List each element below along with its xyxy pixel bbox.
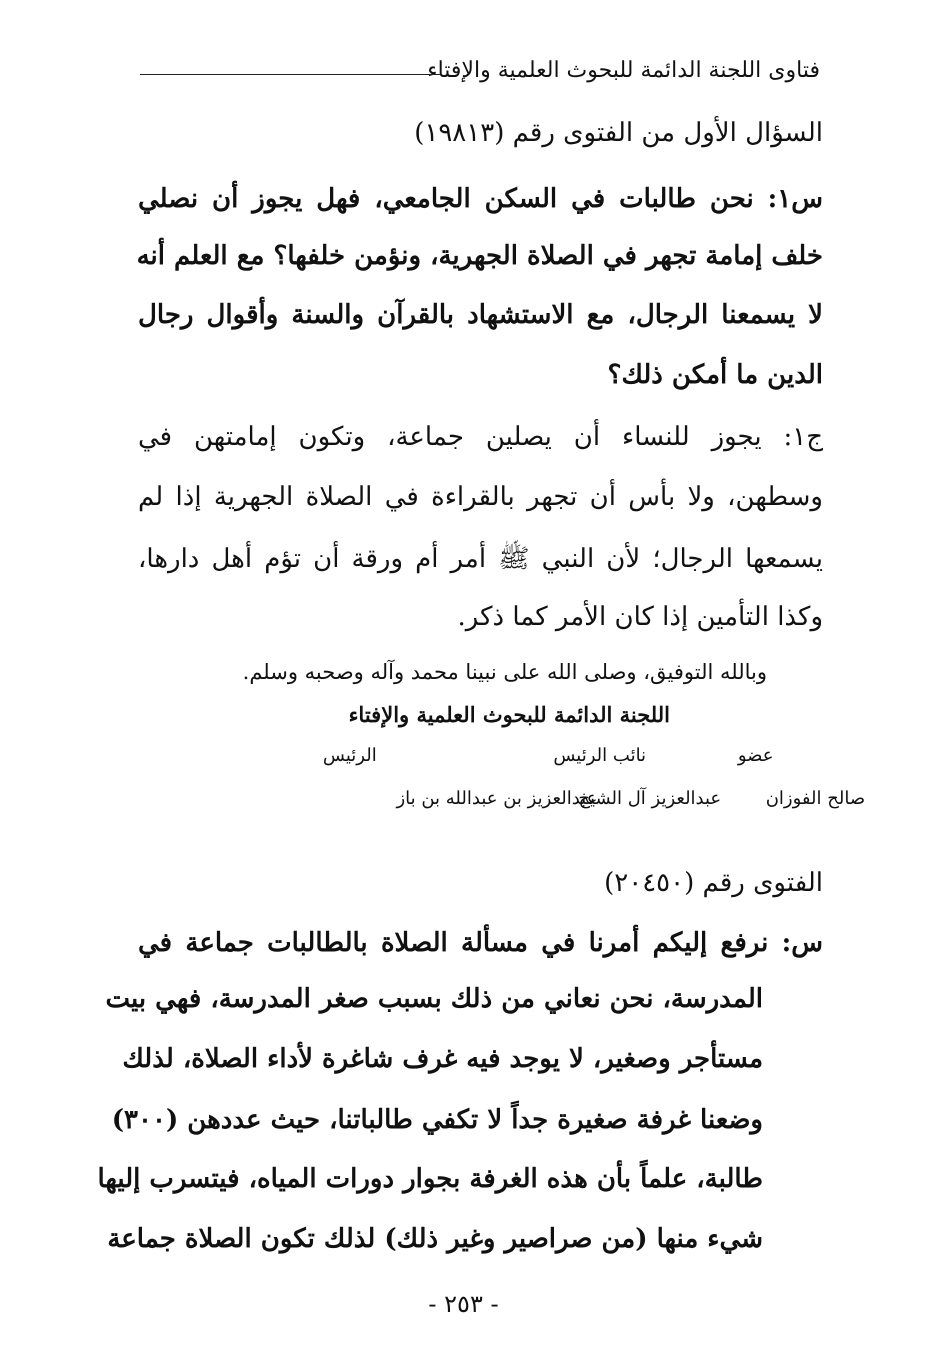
fatwa-2-title: الفتوى رقم (٢٠٤٥٠) xyxy=(604,868,823,898)
fatwa-2-question-line: وضعنا غرفة صغيرة جداً لا تكفي طالباتنا، حيث عددهن (٣٠٠) xyxy=(111,1105,763,1135)
fatwa-1-answer-line: وسطهن، ولا بأس أن تجهر بالقراءة في الصلاة الجهرية إذا لم xyxy=(138,482,823,512)
signatory-name: عبدالعزيز آل الشيخ xyxy=(578,788,722,809)
fatwa-2-question-line: طالبة، علماً بأن هذه الغرفة بجوار دورات المياه، فيتسرب إليها xyxy=(97,1164,763,1194)
fatwa-1-answer-line: ج١: يجوز للنساء أن يصلين جماعة، وتكون إمامتهن في xyxy=(138,422,823,452)
fatwa-1-question-line: لا يسمعنا الرجال، مع الاستشهاد بالقرآن والسنة وأقوال رجال xyxy=(138,300,823,330)
fatwa-1-question-line: خلف إمامة تجهر في الصلاة الجهرية، ونؤمن خلفها؟ مع العلم أنه xyxy=(136,241,823,271)
fatwa-2-question-line: س: نرفع إليكم أمرنا في مسألة الصلاة بالطالبات جماعة في xyxy=(138,928,823,958)
signatory-role: نائب الرئيس xyxy=(553,745,647,766)
closing-prayer: وبالله التوفيق، وصلى الله على نبينا محمد وآله وصحبه وسلم. xyxy=(242,660,767,684)
fatwa-1-question-line: س١: نحن طالبات في السكن الجامعي، فهل يجوز أن نصلي xyxy=(138,184,823,214)
fatwa-1-question-line: الدين ما أمكن ذلك؟ xyxy=(607,360,823,390)
fatwa-1-answer-line: وكذا التأمين إذا كان الأمر كما ذكر. xyxy=(457,602,823,632)
committee-name: اللجنة الدائمة للبحوث العلمية والإفتاء xyxy=(348,702,670,727)
page-number: - ٢٥٣ - xyxy=(428,1290,499,1318)
fatwa-2-question-line: مستأجر وصغير، لا يوجد فيه غرف شاغرة لأداء الصلاة، لذلك xyxy=(122,1044,763,1074)
signatory-role: عضو xyxy=(737,745,774,766)
fatwa-1-title: السؤال الأول من الفتوى رقم (١٩٨١٣) xyxy=(414,118,823,148)
signatory-name: صالح الفوزان xyxy=(765,788,866,809)
fatwa-2-question-line: المدرسة، نحن نعاني من ذلك بسبب صغر المدرسة، فهي بيت xyxy=(105,984,763,1014)
fatwa-2-question-line: شيء منها (من صراصير وغير ذلك) لذلك تكون الصلاة جماعة xyxy=(107,1224,763,1254)
header-rule xyxy=(140,74,440,75)
signatory-name: عبدالعزيز بن عبدالله بن باز xyxy=(396,788,598,809)
signatory-role: الرئيس xyxy=(322,745,377,766)
fatwa-1-answer-line: يسمعها الرجال؛ لأن النبي ﷺ أمر أم ورقة أن تؤم أهل دارها، xyxy=(138,544,823,574)
running-header-title: فتاوى اللجنة الدائمة للبحوث العلمية والإفتاء xyxy=(427,58,820,83)
